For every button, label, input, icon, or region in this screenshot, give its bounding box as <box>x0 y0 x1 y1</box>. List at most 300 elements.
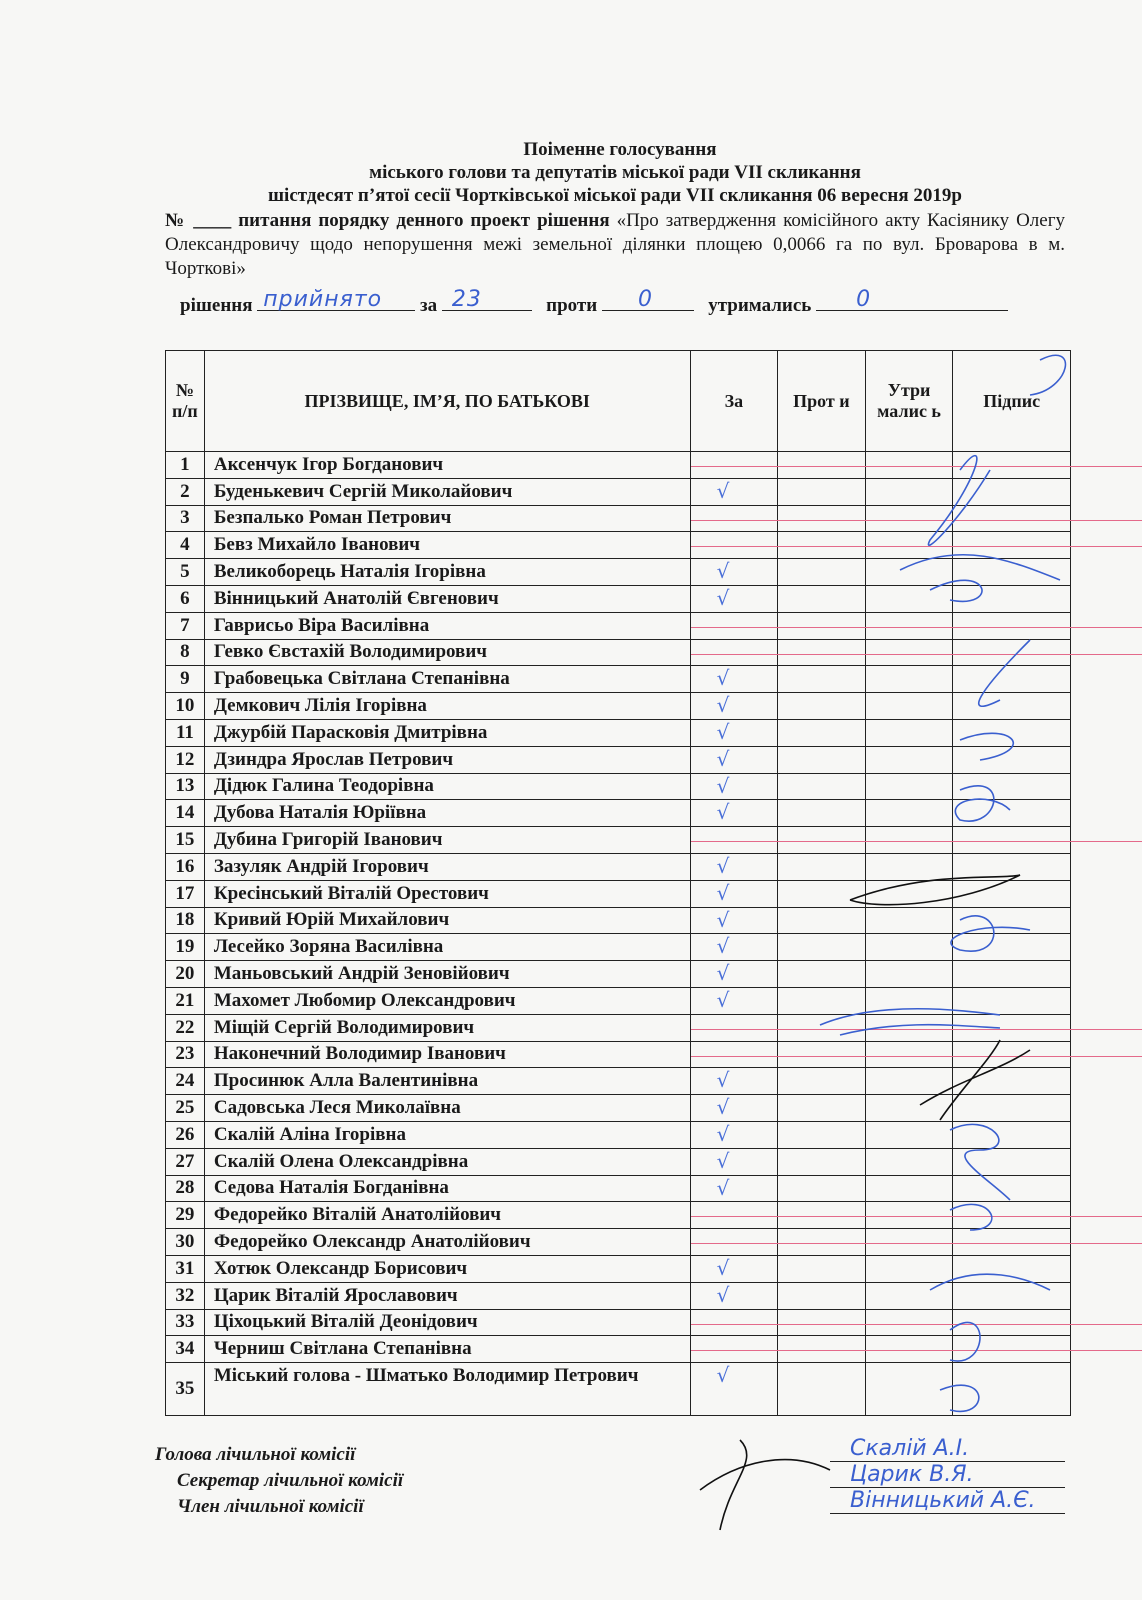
row-vote-abstain <box>865 880 953 907</box>
vote-checkmark: √ <box>716 1068 730 1093</box>
row-signature <box>953 961 1071 988</box>
row-signature <box>953 1068 1071 1095</box>
row-vote-abstain <box>865 1363 953 1416</box>
row-vote-for <box>690 1229 777 1256</box>
row-vote-for <box>690 1363 777 1416</box>
row-vote-against <box>778 1095 866 1122</box>
row-vote-against <box>778 880 866 907</box>
row-vote-for <box>690 666 777 693</box>
table-row <box>166 559 1071 586</box>
table-row <box>166 639 1071 666</box>
row-vote-against <box>778 1121 866 1148</box>
row-signature <box>953 1121 1071 1148</box>
row-vote-abstain <box>865 1121 953 1148</box>
chair-signature: Скалій А.І. <box>830 1436 1065 1462</box>
row-signature <box>953 585 1071 612</box>
vote-checkmark: √ <box>716 1095 730 1120</box>
table-body <box>166 452 1071 1416</box>
row-number: 28 <box>166 1175 205 1202</box>
vote-checkmark: √ <box>716 1363 730 1388</box>
row-name: Махомет Любомир Олександрович <box>204 987 690 1014</box>
row-name: Джурбій Парасковія Дмитрівна <box>204 719 690 746</box>
row-number: 27 <box>166 1148 205 1175</box>
row-signature <box>953 612 1071 639</box>
table-row <box>166 1229 1071 1256</box>
row-vote-abstain <box>865 773 953 800</box>
row-number: 11 <box>166 719 205 746</box>
row-vote-abstain <box>865 1068 953 1095</box>
row-signature <box>953 559 1071 586</box>
table-row <box>166 1175 1071 1202</box>
row-vote-against <box>778 666 866 693</box>
row-vote-for <box>690 639 777 666</box>
row-signature <box>953 1202 1071 1229</box>
row-vote-abstain <box>865 1175 953 1202</box>
row-name: Царик Віталій Ярославович <box>204 1282 690 1309</box>
row-number: 32 <box>166 1282 205 1309</box>
member-signature: Вінницький А.Є. <box>830 1488 1065 1514</box>
row-vote-against <box>778 1336 866 1363</box>
row-number: 14 <box>166 800 205 827</box>
row-number: 24 <box>166 1068 205 1095</box>
row-name: Федорейко Олександр Анатолійович <box>204 1229 690 1256</box>
decision-value: прийнято <box>263 287 383 312</box>
row-signature <box>953 1336 1071 1363</box>
row-name: Наконечний Володимир Іванович <box>204 1041 690 1068</box>
row-signature <box>953 934 1071 961</box>
row-name: Бевз Михайло Іванович <box>204 532 690 559</box>
table-row <box>166 1121 1071 1148</box>
row-vote-against <box>778 719 866 746</box>
row-vote-for <box>690 1309 777 1336</box>
row-vote-abstain <box>865 1282 953 1309</box>
row-signature <box>953 1229 1071 1256</box>
table-row <box>166 800 1071 827</box>
row-number: 17 <box>166 880 205 907</box>
table-row <box>166 1363 1071 1416</box>
signature-mark <box>700 1440 830 1530</box>
row-vote-for <box>690 1282 777 1309</box>
row-number: 8 <box>166 639 205 666</box>
row-name: Кресінський Віталій Орестович <box>204 880 690 907</box>
against-label: проти <box>546 295 598 316</box>
row-vote-for <box>690 1336 777 1363</box>
row-name: Міщій Сергій Володимирович <box>204 1014 690 1041</box>
table-row <box>166 880 1071 907</box>
question-text: «Про затвердження комісійного акту Касіянику Олегу Олександровичу щодо непорушення межі земельної ділянки площею 0,0066 га по вул. Броварова в м. Чорткові» <box>165 210 1066 279</box>
row-name: Кривий Юрій Михайлович <box>204 907 690 934</box>
vote-checkmark: √ <box>716 934 730 959</box>
row-signature <box>953 880 1071 907</box>
row-vote-for <box>690 559 777 586</box>
vote-checkmark: √ <box>716 1121 730 1146</box>
vote-checkmark: √ <box>716 773 730 798</box>
row-vote-abstain <box>865 800 953 827</box>
row-signature <box>953 1363 1071 1416</box>
row-vote-against <box>778 1229 866 1256</box>
document-header <box>165 138 1065 281</box>
row-vote-against <box>778 827 866 854</box>
row-name: Демкович Лілія Ігорівна <box>204 693 690 720</box>
row-name: Дідюк Галина Теодорівна <box>204 773 690 800</box>
row-name: Федорейко Віталій Анатолійович <box>204 1202 690 1229</box>
table-row <box>166 612 1071 639</box>
row-name: Хотюк Олександр Борисович <box>204 1255 690 1282</box>
row-vote-against <box>778 452 866 479</box>
table-row <box>166 1309 1071 1336</box>
row-signature <box>953 639 1071 666</box>
row-signature <box>953 666 1071 693</box>
question-line <box>165 209 1065 281</box>
row-signature <box>953 827 1071 854</box>
header-name: ПРІЗВИЩЕ, ІМ’Я, ПО БАТЬКОВІ <box>204 351 690 452</box>
row-vote-against <box>778 1202 866 1229</box>
header-for: За <box>690 351 777 452</box>
row-name: Дубина Григорій Іванович <box>204 827 690 854</box>
row-number: 23 <box>166 1041 205 1068</box>
abstain-value: 0 <box>856 287 872 312</box>
row-number: 19 <box>166 934 205 961</box>
commission-footer <box>155 1442 403 1520</box>
table-row <box>166 1336 1071 1363</box>
row-vote-against <box>778 532 866 559</box>
header-num: № п/п <box>166 351 205 452</box>
row-signature <box>953 1255 1071 1282</box>
row-number: 21 <box>166 987 205 1014</box>
row-vote-abstain <box>865 612 953 639</box>
table-row <box>166 1202 1071 1229</box>
row-vote-for <box>690 1148 777 1175</box>
for-value: 23 <box>451 287 482 312</box>
row-vote-against <box>778 1068 866 1095</box>
row-vote-for <box>690 1121 777 1148</box>
row-number: 16 <box>166 853 205 880</box>
against-blank <box>602 287 694 312</box>
row-vote-against <box>778 907 866 934</box>
row-number: 20 <box>166 961 205 988</box>
row-vote-against <box>778 773 866 800</box>
row-vote-for <box>690 452 777 479</box>
row-name: Вінницький Анатолій Євгенович <box>204 585 690 612</box>
row-number: 18 <box>166 907 205 934</box>
row-signature <box>953 693 1071 720</box>
table-row <box>166 987 1071 1014</box>
vote-checkmark: √ <box>716 693 730 718</box>
session-line: шістдесят п’ятої сесії Чортківської міської ради VII скликання 06 вересня 2019р <box>268 185 962 206</box>
row-signature <box>953 719 1071 746</box>
vote-checkmark: √ <box>716 987 730 1012</box>
table-row <box>166 1068 1071 1095</box>
vote-checkmark: √ <box>716 1255 730 1280</box>
table-row <box>166 853 1071 880</box>
row-vote-for <box>690 1095 777 1122</box>
row-signature <box>953 1095 1071 1122</box>
row-vote-for <box>690 853 777 880</box>
row-vote-against <box>778 1309 866 1336</box>
vote-checkmark: √ <box>716 666 730 691</box>
row-vote-abstain <box>865 452 953 479</box>
row-number: 15 <box>166 827 205 854</box>
row-name: Гевко Євстахій Володимирович <box>204 639 690 666</box>
abstain-label: утримались <box>708 295 812 316</box>
row-vote-against <box>778 478 866 505</box>
row-number: 9 <box>166 666 205 693</box>
row-vote-against <box>778 559 866 586</box>
row-name: Скалій Аліна Ігорівна <box>204 1121 690 1148</box>
doc-subtitle: міського голови та депутатів міської ради VII скликання <box>369 162 861 183</box>
row-vote-abstain <box>865 693 953 720</box>
row-vote-for <box>690 693 777 720</box>
secretary-signature: Царик В.Я. <box>830 1462 1065 1488</box>
row-vote-abstain <box>865 559 953 586</box>
row-vote-against <box>778 693 866 720</box>
row-number: 10 <box>166 693 205 720</box>
decision-blank <box>257 287 415 312</box>
chair-label: Голова лічильної комісії <box>155 1444 356 1465</box>
row-vote-for <box>690 746 777 773</box>
row-name: Лесейко Зоряна Василівна <box>204 934 690 961</box>
row-name: Великоборець Наталія Ігорівна <box>204 559 690 586</box>
row-vote-against <box>778 612 866 639</box>
secretary-label: Секретар лічильної комісії <box>177 1470 404 1491</box>
decision-line <box>180 287 1008 317</box>
abstain-blank <box>816 287 1008 312</box>
table-header-row <box>166 351 1071 452</box>
row-vote-for <box>690 1175 777 1202</box>
row-vote-for <box>690 1255 777 1282</box>
row-vote-abstain <box>865 987 953 1014</box>
row-vote-against <box>778 987 866 1014</box>
row-name: Гаврисьо Віра Василівна <box>204 612 690 639</box>
decision-label: рішення <box>180 295 253 316</box>
row-vote-against <box>778 961 866 988</box>
row-name: Садовська Леся Миколаївна <box>204 1095 690 1122</box>
table-row <box>166 505 1071 532</box>
header-against: Прот и <box>778 351 866 452</box>
table-row <box>166 719 1071 746</box>
table-row <box>166 1095 1071 1122</box>
table-row <box>166 746 1071 773</box>
row-number: 26 <box>166 1121 205 1148</box>
row-name: Маньовський Андрій Зеновійович <box>204 961 690 988</box>
header-abstain: Утри малис ь <box>865 351 953 452</box>
row-name: Безпалько Роман Петрович <box>204 505 690 532</box>
row-signature <box>953 1014 1071 1041</box>
row-name: Дубова Наталія Юріївна <box>204 800 690 827</box>
for-blank <box>442 287 532 312</box>
row-vote-against <box>778 585 866 612</box>
table-row <box>166 1041 1071 1068</box>
table-row <box>166 827 1071 854</box>
table-row <box>166 478 1071 505</box>
vote-checkmark: √ <box>716 907 730 932</box>
row-name: Черниш Світлана Степанівна <box>204 1336 690 1363</box>
table-row <box>166 452 1071 479</box>
row-vote-abstain <box>865 505 953 532</box>
row-vote-for <box>690 612 777 639</box>
table-row <box>166 1014 1071 1041</box>
row-vote-for <box>690 505 777 532</box>
row-vote-for <box>690 532 777 559</box>
table-row <box>166 1255 1071 1282</box>
row-signature <box>953 907 1071 934</box>
row-vote-abstain <box>865 1095 953 1122</box>
row-signature <box>953 505 1071 532</box>
row-signature <box>953 1148 1071 1175</box>
row-vote-abstain <box>865 666 953 693</box>
row-vote-abstain <box>865 746 953 773</box>
row-vote-abstain <box>865 1041 953 1068</box>
question-prefix: № ____ питання порядку денного проект рішення <box>165 210 610 231</box>
row-vote-abstain <box>865 585 953 612</box>
row-signature <box>953 800 1071 827</box>
table-row <box>166 961 1071 988</box>
row-vote-for <box>690 907 777 934</box>
row-signature <box>953 1041 1071 1068</box>
row-number: 33 <box>166 1309 205 1336</box>
row-vote-abstain <box>865 1309 953 1336</box>
vote-checkmark: √ <box>716 961 730 986</box>
vote-checkmark: √ <box>716 1175 730 1200</box>
row-vote-abstain <box>865 719 953 746</box>
vote-checkmark: √ <box>716 880 730 905</box>
row-number: 6 <box>166 585 205 612</box>
row-name: Просинюк Алла Валентинівна <box>204 1068 690 1095</box>
header-signature: Підпис <box>953 351 1071 452</box>
row-number: 1 <box>166 452 205 479</box>
table-row <box>166 1282 1071 1309</box>
table-row <box>166 907 1071 934</box>
vote-checkmark: √ <box>716 559 730 584</box>
row-vote-for <box>690 1014 777 1041</box>
row-vote-against <box>778 1148 866 1175</box>
row-number: 30 <box>166 1229 205 1256</box>
row-vote-against <box>778 934 866 961</box>
row-name: Грабовецька Світлана Степанівна <box>204 666 690 693</box>
row-vote-for <box>690 773 777 800</box>
row-vote-for <box>690 934 777 961</box>
row-vote-against <box>778 1175 866 1202</box>
vote-checkmark: √ <box>716 478 730 503</box>
row-number: 12 <box>166 746 205 773</box>
row-vote-abstain <box>865 532 953 559</box>
row-signature <box>953 1282 1071 1309</box>
member-label: Член лічильної комісії <box>177 1496 364 1517</box>
row-vote-abstain <box>865 1148 953 1175</box>
row-signature <box>953 478 1071 505</box>
row-vote-for <box>690 880 777 907</box>
row-signature <box>953 1309 1071 1336</box>
row-vote-against <box>778 1282 866 1309</box>
vote-checkmark: √ <box>716 1148 730 1173</box>
vote-checkmark: √ <box>716 719 730 744</box>
row-vote-abstain <box>865 1255 953 1282</box>
row-signature <box>953 853 1071 880</box>
vote-checkmark: √ <box>716 1282 730 1307</box>
row-vote-against <box>778 800 866 827</box>
row-vote-for <box>690 827 777 854</box>
vote-checkmark: √ <box>716 585 730 610</box>
for-label: за <box>420 295 438 316</box>
row-vote-against <box>778 1014 866 1041</box>
row-vote-abstain <box>865 934 953 961</box>
row-vote-abstain <box>865 1336 953 1363</box>
vote-checkmark: √ <box>716 746 730 771</box>
row-vote-for <box>690 1041 777 1068</box>
row-vote-for <box>690 1068 777 1095</box>
row-number: 5 <box>166 559 205 586</box>
row-number: 31 <box>166 1255 205 1282</box>
row-vote-for <box>690 800 777 827</box>
row-vote-abstain <box>865 1014 953 1041</box>
row-vote-against <box>778 746 866 773</box>
row-vote-abstain <box>865 853 953 880</box>
table-row <box>166 666 1071 693</box>
row-vote-against <box>778 639 866 666</box>
row-name: Седова Наталія Богданівна <box>204 1175 690 1202</box>
row-number: 22 <box>166 1014 205 1041</box>
row-number: 3 <box>166 505 205 532</box>
row-vote-abstain <box>865 639 953 666</box>
table-row <box>166 934 1071 961</box>
row-vote-abstain <box>865 827 953 854</box>
row-vote-for <box>690 585 777 612</box>
row-vote-abstain <box>865 1229 953 1256</box>
row-vote-abstain <box>865 907 953 934</box>
row-number: 25 <box>166 1095 205 1122</box>
row-name: Скалій Олена Олександрівна <box>204 1148 690 1175</box>
row-number: 4 <box>166 532 205 559</box>
row-vote-for <box>690 987 777 1014</box>
row-signature <box>953 452 1071 479</box>
row-number: 7 <box>166 612 205 639</box>
doc-title: Поіменне голосування <box>523 139 717 160</box>
row-signature <box>953 1175 1071 1202</box>
row-vote-for <box>690 961 777 988</box>
table-row <box>166 1148 1071 1175</box>
row-signature <box>953 532 1071 559</box>
row-name: Зазуляк Андрій Ігорович <box>204 853 690 880</box>
row-vote-against <box>778 505 866 532</box>
row-name: Аксенчук Ігор Богданович <box>204 452 690 479</box>
row-vote-for <box>690 719 777 746</box>
row-vote-abstain <box>865 478 953 505</box>
row-vote-for <box>690 478 777 505</box>
row-name: Буденькевич Сергій Миколайович <box>204 478 690 505</box>
table-row <box>166 693 1071 720</box>
row-signature <box>953 746 1071 773</box>
votes-table <box>165 350 1071 1416</box>
row-vote-abstain <box>865 961 953 988</box>
row-number: 2 <box>166 478 205 505</box>
row-vote-abstain <box>865 1202 953 1229</box>
row-number: 35 <box>166 1363 205 1416</box>
row-signature <box>953 987 1071 1014</box>
row-vote-against <box>778 1041 866 1068</box>
table-row <box>166 532 1071 559</box>
row-number: 29 <box>166 1202 205 1229</box>
vote-checkmark: √ <box>716 800 730 825</box>
vote-checkmark: √ <box>716 853 730 878</box>
row-signature <box>953 773 1071 800</box>
row-vote-for <box>690 1202 777 1229</box>
row-number: 13 <box>166 773 205 800</box>
row-number: 34 <box>166 1336 205 1363</box>
table-row <box>166 585 1071 612</box>
row-name: Дзиндра Ярослав Петрович <box>204 746 690 773</box>
row-name: Ціхоцький Віталій Деонідович <box>204 1309 690 1336</box>
against-value: 0 <box>637 287 653 312</box>
